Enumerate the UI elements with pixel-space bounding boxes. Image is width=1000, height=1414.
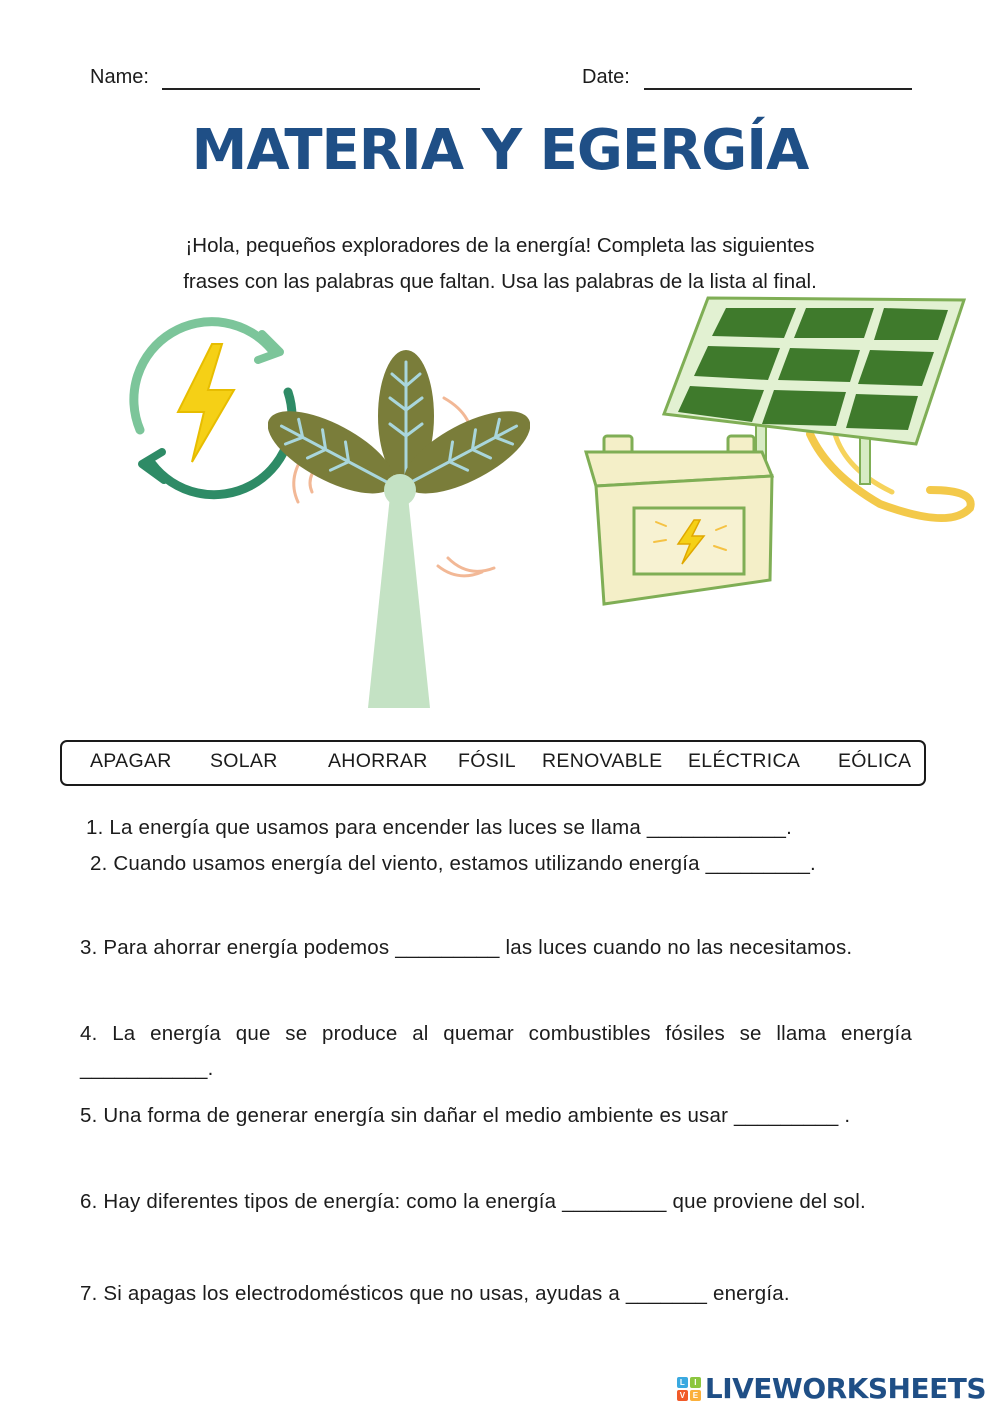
word-bank-item: EÓLICA xyxy=(838,750,912,772)
word-bank-item: FÓSIL xyxy=(458,750,516,772)
question-5: 5. Una forma de generar energía sin dañar el medio ambiente es usar _________ . xyxy=(80,1104,851,1127)
question-7: 7. Si apagas los electrodomésticos que no usas, ayudas a _______ energía. xyxy=(80,1282,790,1305)
word-bank-item: APAGAR xyxy=(90,750,172,772)
name-field[interactable] xyxy=(162,88,480,90)
date-field[interactable] xyxy=(644,88,912,90)
intro-text xyxy=(90,228,910,300)
date-label: Date: xyxy=(582,66,630,88)
name-label: Name: xyxy=(90,66,149,88)
word-bank-item: RENOVABLE xyxy=(542,750,663,772)
question-3: 3. Para ahorrar energía podemos _________ las luces cuando no las necesitamos. xyxy=(80,936,853,959)
word-bank-item: ELÉCTRICA xyxy=(688,750,801,772)
question-6: 6. Hay diferentes tipos de energía: como la energía _________ que proviene del sol. xyxy=(80,1190,866,1213)
logo-text: LIVEWORKSHEETS xyxy=(704,1372,986,1405)
word-bank-item: AHORRAR xyxy=(328,750,428,772)
question-1: 1. La energía que usamos para encender las luces se llama ____________. xyxy=(86,816,792,839)
word-bank-item: SOLAR xyxy=(210,750,278,772)
intro-line-1: ¡Hola, pequeños exploradores de la energía! Completa las siguientes xyxy=(185,234,815,257)
intro-line-2: frases con las palabras que faltan. Usa las palabras de la lista al final. xyxy=(183,270,817,293)
question-4: 4. La energía que se produce al quemar combustibles fósiles se llama energía ___________. xyxy=(80,1022,912,1080)
logo-mark-icon: L I V E xyxy=(677,1377,701,1401)
page-title: MATERIA Y EGERGÍA xyxy=(191,118,809,183)
liveworksheets-logo xyxy=(677,1372,986,1405)
battery-icon xyxy=(582,430,778,608)
question-2: 2. Cuando usamos energía del viento, estamos utilizando energía _________. xyxy=(90,852,816,875)
wind-turbine-icon xyxy=(268,346,530,708)
